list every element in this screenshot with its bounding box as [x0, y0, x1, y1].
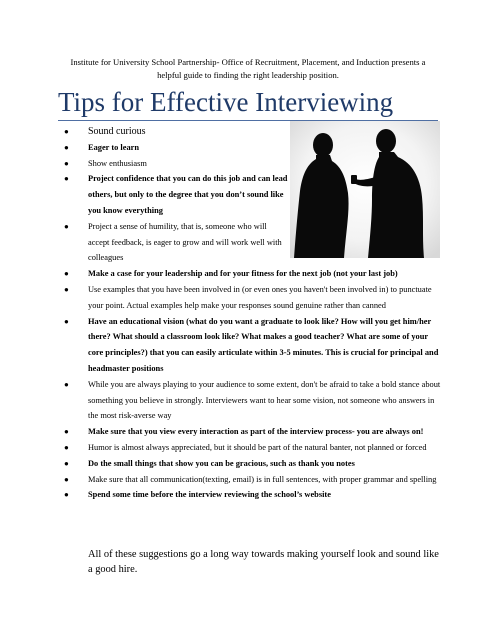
bullet-icon: ● — [64, 174, 69, 184]
list-item: ● Project confidence that you can do this job and can lead others, but only to the degree that you don’t sound like you know everything — [62, 171, 442, 218]
bullet-icon: ● — [64, 474, 69, 484]
tips-list — [62, 124, 442, 503]
list-item: ● Make sure that all communication(texting, email) is in full sentences, with proper grammar and spelling — [62, 472, 442, 488]
bullet-icon: ● — [64, 127, 69, 136]
list-item: ● Show enthusiasm — [62, 156, 442, 172]
bullet-icon: ● — [64, 284, 69, 294]
list-item: ● Eager to learn — [62, 140, 442, 156]
bullet-icon: ● — [64, 490, 69, 500]
list-item: ● Make sure that you view every interaction as part of the interview process- you are always on! — [62, 424, 442, 440]
list-item: ● While you are always playing to your audience to some extent, don't be afraid to take a bold stance about something you believe in strongly. Interviewers want to hear some vision, not someone who answers in the most risk-averse way — [62, 377, 442, 424]
list-item: ● Spend some time before the interview reviewing the school’s website — [62, 487, 442, 503]
list-item: ● Use examples that you have been involved in (or even ones you haven't been involved in) to punctuate your point. Actual examples help make your responses sound genuine rather than canned — [62, 282, 442, 314]
page-title: Tips for Effective Interviewing — [58, 87, 394, 117]
list-item: ● Sound curious — [62, 124, 442, 140]
list-item: ● Make a case for your leadership and for your fitness for the next job (not your last job) — [62, 266, 442, 282]
list-item: ● Project a sense of humility, that is, someone who will accept feedback, is eager to grow and will work well with colleagues — [62, 219, 442, 266]
bullet-icon: ● — [64, 269, 69, 279]
intro-text: Institute for University School Partnership- Office of Recruitment, Placement, and Induction presents a helpful guide to finding the right leadership position. — [70, 57, 426, 80]
bullet-icon: ● — [64, 316, 69, 326]
bullet-icon: ● — [64, 427, 69, 437]
list-item: ● Have an educational vision (what do you want a graduate to look like? How will you get him/her there? What should a classroom look like? What makes a good teacher? What are some of your core principles?) that you can easily articulate within 3-5 minutes. This is crucial for principal and headmaster positions — [62, 314, 442, 377]
bullet-icon: ● — [64, 442, 69, 452]
list-item: ● Humor is almost always appreciated, but it should be part of the natural banter, not planned or forced — [62, 440, 442, 456]
bullet-icon: ● — [64, 221, 69, 231]
bullet-icon: ● — [64, 158, 69, 168]
list-item: ● Do the small things that show you can be gracious, such as thank you notes — [62, 456, 442, 472]
bullet-icon: ● — [64, 142, 69, 152]
bullet-icon: ● — [64, 458, 69, 468]
bullet-icon: ● — [64, 379, 69, 389]
closing-paragraph: All of these suggestions go a long way towards making yourself look and sound like a good hire. — [88, 549, 439, 575]
